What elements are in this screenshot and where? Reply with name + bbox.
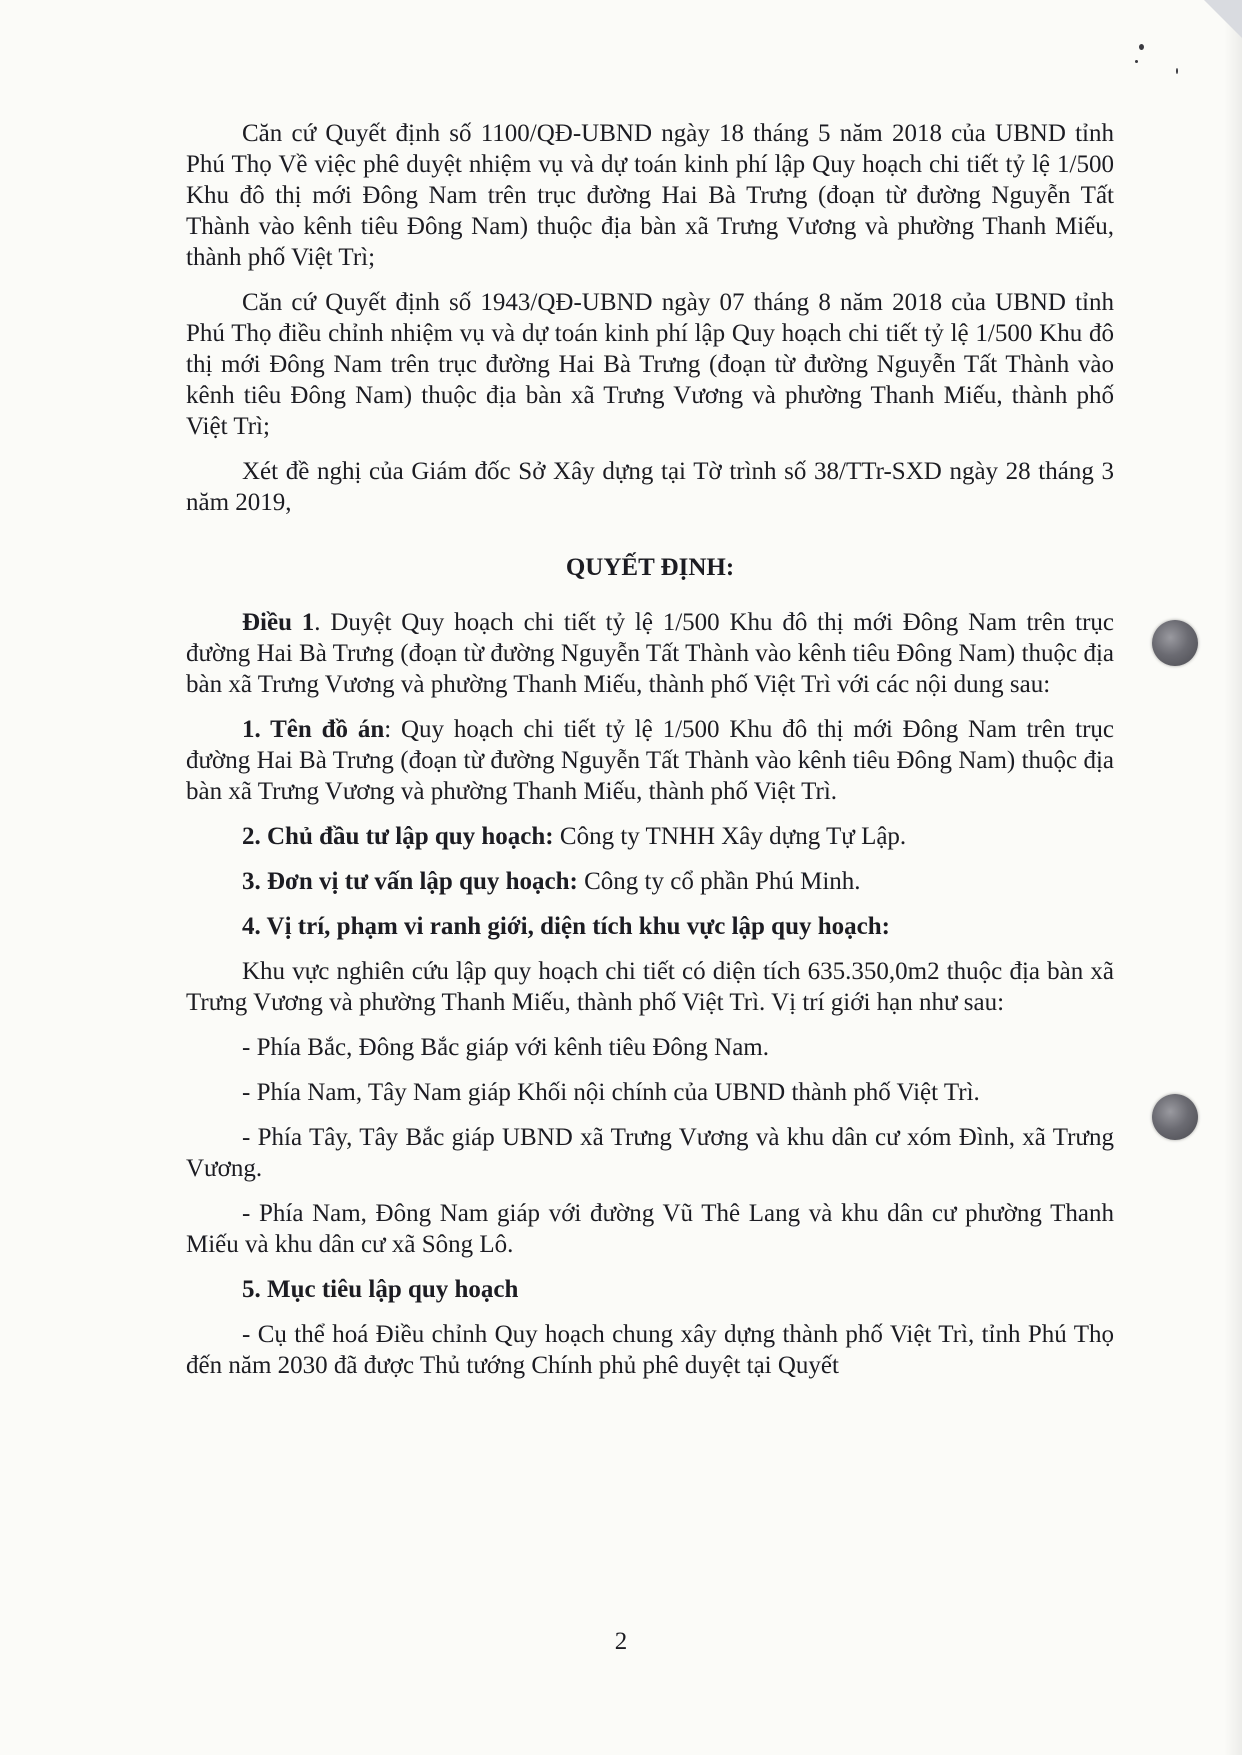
punch-hole-top [1152,620,1198,666]
item-3-consultant [186,866,1114,897]
article-1 [186,607,1114,700]
item-2-label: 2. Chủ đầu tư lập quy hoạch: [242,823,554,850]
item-4-label: 4. Vị trí, phạm vi ranh giới, diện tích khu vực lập quy hoạch: [242,913,890,940]
page-corner-fold [1204,0,1242,38]
item-3-text: Công ty cổ phần Phú Minh. [577,868,861,895]
boundary-north: - Phía Bắc, Đông Bắc giáp với kênh tiêu Đông Nam. [242,1034,770,1061]
document-body [186,118,1114,1395]
boundary-south-east: - Phía Nam, Đông Nam giáp với đường Vũ Thê Lang và khu dân cư phường Thanh Miếu và khu dân cư xã Sông Lô. [186,1200,1114,1258]
item-1-text: : Quy hoạch chi tiết tỷ lệ 1/500 Khu đô thị mới Đông Nam trên trục đường Hai Bà Trưng (đoạn từ đường Nguyễn Tất Thành vào kênh tiêu Đông Nam) thuộc địa bàn xã Trưng Vương và phường Thanh Miếu, thành phố Việt Trì. [186,716,1115,805]
punch-hole-bottom [1152,1094,1198,1140]
item-1-project-name [186,714,1114,807]
scan-speck [1139,44,1144,50]
scan-speck [1135,60,1138,63]
item-5-label: 5. Mục tiêu lập quy hoạch [242,1276,519,1303]
page-edge-shadow [1224,0,1242,1755]
item-2-text: Công ty TNHH Xây dựng Tự Lập. [553,823,907,850]
scan-speck [1176,68,1178,74]
item-4-heading [186,911,1114,942]
paragraph-proposal: Xét đề nghị của Giám đốc Sở Xây dựng tại Tờ trình số 38/TTr-SXD ngày 28 tháng 3 năm 2019, [186,458,1114,516]
item-5-text: - Cụ thể hoá Điều chỉnh Quy hoạch chung xây dựng thành phố Việt Trì, tỉnh Phú Thọ đến năm 2030 đã được Thủ tướng Chính phủ phê duyệt tại Quyết [186,1321,1114,1379]
paragraph-legal-basis-1: Căn cứ Quyết định số 1100/QĐ-UBND ngày 18 tháng 5 năm 2018 của UBND tỉnh Phú Thọ Về việc phê duyệt nhiệm vụ và dự toán kinh phí lập Quy hoạch chi tiết tỷ lệ 1/500 Khu đô thị mới Đông Nam trên trục đường Hai Bà Trưng (đoạn từ đường Nguyễn Tất Thành vào kênh tiêu Đông Nam) thuộc địa bàn xã Trưng Vương và phường Thanh Miếu, thành phố Việt Trì; [186,120,1114,271]
boundary-south-west: - Phía Nam, Tây Nam giáp Khối nội chính của UBND thành phố Việt Trì. [242,1079,980,1106]
item-4-text: Khu vực nghiên cứu lập quy hoạch chi tiết có diện tích 635.350,0m2 thuộc địa bàn xã Trưng Vương và phường Thanh Miếu, thành phố Việt Trì. Vị trí giới hạn như sau: [186,958,1114,1016]
decision-heading: QUYẾT ĐỊNH: [565,554,735,581]
item-5-heading [186,1274,1114,1305]
boundary-west: - Phía Tây, Tây Bắc giáp UBND xã Trưng Vương và khu dân cư xóm Đình, xã Trưng Vương. [186,1124,1114,1182]
item-2-investor [186,821,1114,852]
page-number: 2 [614,1628,628,1655]
item-1-label: 1. Tên đồ án [242,716,385,743]
item-3-label: 3. Đơn vị tư vấn lập quy hoạch: [242,868,578,895]
article-1-text: . Duyệt Quy hoạch chi tiết tỷ lệ 1/500 Khu đô thị mới Đông Nam trên trục đường Hai Bà Trưng (đoạn từ đường Nguyễn Tất Thành vào kênh tiêu Đông Nam) thuộc địa bàn xã Trưng Vương và phường Thanh Miếu, thành phố Việt Trì với các nội dung sau: [186,609,1114,698]
paragraph-legal-basis-2: Căn cứ Quyết định số 1943/QĐ-UBND ngày 07 tháng 8 năm 2018 của UBND tỉnh Phú Thọ điều chỉnh nhiệm vụ và dự toán kinh phí lập Quy hoạch chi tiết tỷ lệ 1/500 Khu đô thị mới Đông Nam trên trục đường Hai Bà Trưng (đoạn từ đường Nguyễn Tất Thành vào kênh tiêu Đông Nam) thuộc địa bàn xã Trưng Vương và phường Thanh Miếu, thành phố Việt Trì; [186,289,1114,440]
article-1-label: Điều 1 [242,609,315,636]
